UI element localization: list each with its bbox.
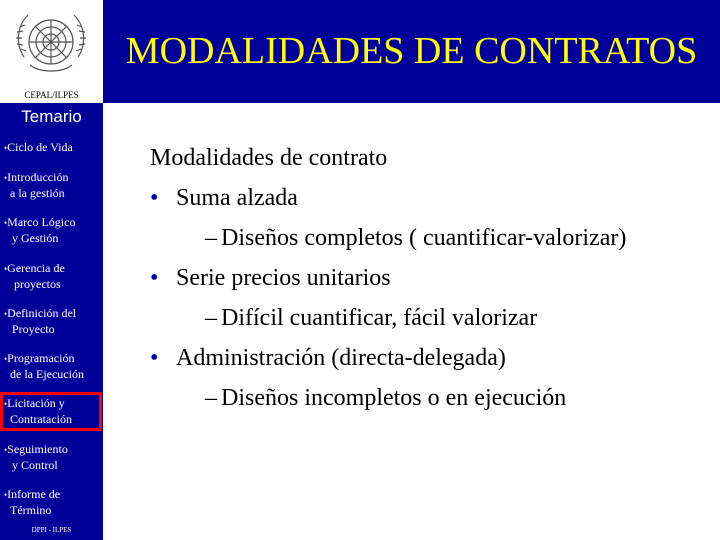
sidebar-heading: Temario — [21, 107, 82, 126]
sub-bullet-text: Diseños incompletos o en ejecución — [221, 385, 567, 411]
bullet-item — [150, 178, 710, 218]
dash-icon: – — [205, 305, 217, 331]
bullet-icon: • — [4, 264, 8, 274]
bullet-icon: • — [4, 143, 8, 153]
sidebar-item-label: Gerencia de — [7, 261, 65, 275]
bullet-icon: • — [4, 490, 8, 500]
bullet-text: Serie precios unitarios — [176, 265, 391, 291]
un-emblem-icon — [10, 5, 92, 83]
sub-bullet-item — [150, 218, 710, 258]
sidebar-item-introduccion[interactable] — [4, 170, 104, 201]
sidebar-item-label-2: Contratación — [10, 412, 72, 426]
sidebar-item-label: Informe de — [7, 487, 61, 501]
sidebar-item-licitacion-active[interactable] — [4, 396, 98, 427]
sidebar-item-gerencia[interactable] — [4, 261, 104, 292]
content-body — [150, 138, 710, 418]
bullet-icon: • — [4, 445, 8, 455]
sidebar-item-label-2: Término — [10, 503, 52, 517]
sidebar-item-marco-logico[interactable] — [4, 215, 104, 246]
sidebar-item-label-2: y Control — [12, 458, 58, 472]
bullet-icon: • — [4, 354, 8, 364]
sidebar-item-label: Marco Lógico — [7, 215, 76, 229]
org-label: CEPAL/ILPES — [0, 88, 103, 103]
sidebar-item-label: Seguimiento — [7, 442, 68, 456]
sidebar-item-label-2: proyectos — [14, 277, 61, 291]
sidebar-item-label: Ciclo de Vida — [7, 140, 73, 154]
bullet-icon: • — [4, 218, 8, 228]
sidebar-item-label: Licitación y — [7, 396, 65, 410]
dash-icon: – — [205, 225, 217, 251]
bullet-icon: • — [150, 185, 159, 211]
sidebar-item-ciclo-de-vida[interactable] — [4, 140, 104, 156]
bullet-icon: • — [4, 309, 8, 319]
sub-bullet-text: Difícil cuantificar, fácil valorizar — [221, 305, 538, 331]
sidebar-item-label-2: de la Ejecución — [10, 367, 84, 381]
slide-header — [0, 0, 720, 103]
bullet-text: Administración (directa-delegada) — [176, 345, 506, 371]
sidebar-item-label-2: Proyecto — [12, 322, 55, 336]
bullet-text: Suma alzada — [176, 185, 298, 211]
sidebar-item-programacion[interactable] — [4, 351, 104, 382]
logo-box — [0, 0, 103, 88]
sidebar-footer: DPPI - ILPES — [31, 526, 72, 534]
sidebar-item-label: Definición del — [7, 306, 77, 320]
sidebar-item-label: Programación — [7, 351, 75, 365]
bullet-item — [150, 258, 710, 298]
sub-bullet-item — [150, 378, 710, 418]
dash-icon: – — [205, 385, 217, 411]
sidebar-item-label: Introducción — [7, 170, 69, 184]
slide-content — [103, 103, 720, 540]
sidebar-item-label-2: a la gestión — [10, 186, 65, 200]
bullet-icon: • — [150, 345, 159, 371]
bullet-icon: • — [4, 399, 8, 409]
sub-bullet-item — [150, 298, 710, 338]
sidebar-item-seguimiento[interactable] — [4, 442, 104, 473]
bullet-icon: • — [4, 173, 8, 183]
sub-bullet-text: Diseños completos ( cuantificar-valorizar) — [221, 225, 627, 251]
slide-title: MODALIDADES DE CONTRATOS — [125, 30, 698, 72]
sidebar-item-definicion[interactable] — [4, 306, 104, 337]
content-heading: Modalidades de contrato — [150, 145, 388, 171]
bullet-item — [150, 338, 710, 378]
sidebar-item-informe[interactable] — [4, 487, 104, 518]
sidebar-item-label-2: y Gestión — [12, 231, 59, 245]
bullet-icon: • — [150, 265, 159, 291]
